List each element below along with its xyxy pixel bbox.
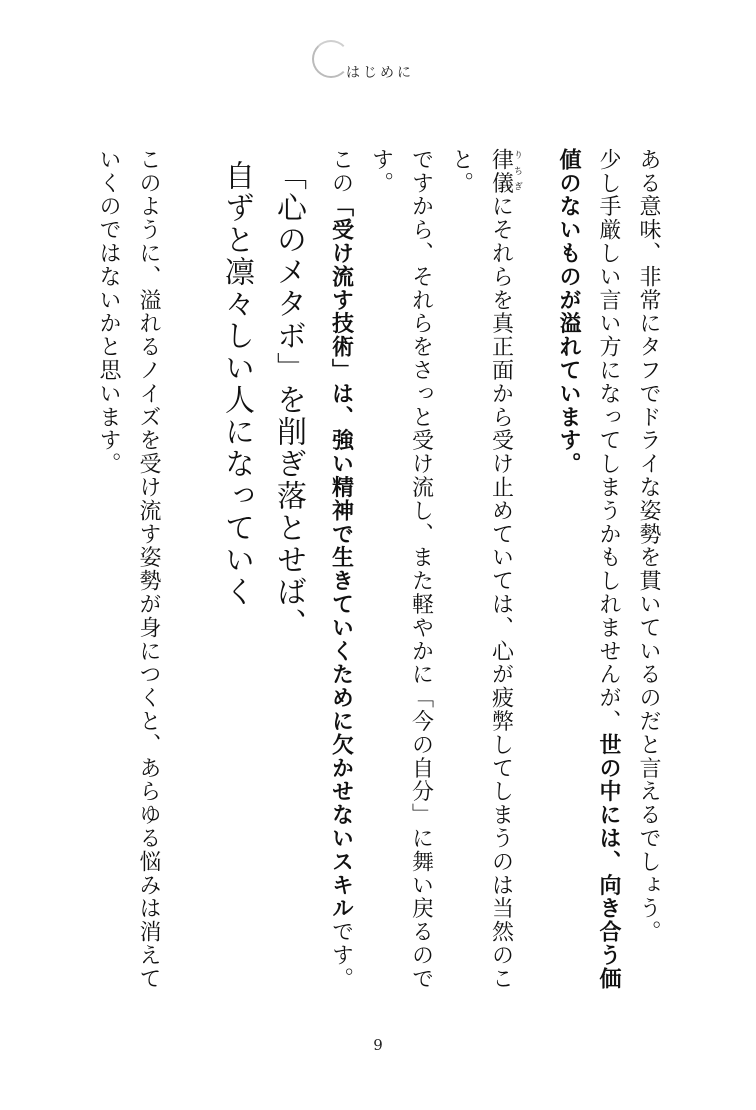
paragraph-6: このように、溢れるノイズを受け流す姿勢が身につくと、あらゆる悩みは消えていくのではないかと思います。 bbox=[96, 148, 161, 991]
ruby-reading: りちぎ bbox=[512, 148, 522, 195]
paragraph-5-text-a: この bbox=[328, 148, 354, 195]
paragraph-4 bbox=[361, 148, 441, 1008]
highlight-line-2: 自ずと凛々しい人になっていく bbox=[219, 160, 254, 608]
ruby-base: 律儀 bbox=[488, 148, 514, 195]
paragraph-2 bbox=[548, 148, 628, 1008]
paragraph-3 bbox=[441, 148, 523, 1008]
paragraph-2-emphasis: 世の中には、向き合う価値のないものが溢れています。 bbox=[556, 148, 621, 991]
ruby-word bbox=[488, 148, 522, 195]
paragraph-5-emphasis: 「受け流す技術」は、強い精神で生きていくために欠かせないスキル bbox=[328, 194, 354, 921]
paragraph-3-text: にそれらを真正面から受け止めていては、心が疲弊してしまうのは当然のこと。 bbox=[448, 148, 514, 991]
paragraph-1 bbox=[628, 148, 668, 1008]
paragraph-2-text: 少し手厳しい言い方になってしまうかもしれませんが、 bbox=[596, 148, 621, 733]
paragraph-1-text: ある意味、非常にタフでドライな姿勢を貫いているのだと言えるでしょう。 bbox=[636, 148, 661, 944]
paragraph-4-text: ですから、それらをさっと受け流し、また軽やかに「今の自分」に舞い戻るのです。 bbox=[368, 148, 434, 991]
circle-ornament-icon bbox=[312, 40, 350, 78]
section-title: はじめに bbox=[346, 65, 414, 81]
closing-text bbox=[88, 148, 168, 1008]
body-text bbox=[321, 148, 669, 1008]
section-header bbox=[310, 38, 430, 88]
paragraph-5-text-c: です。 bbox=[328, 920, 354, 991]
paragraph-5 bbox=[321, 148, 361, 1008]
highlight-line-1: 「心のメタボ」を削ぎ落とせば、 bbox=[271, 160, 306, 640]
page-number: 9 bbox=[373, 1036, 383, 1054]
highlight-heading bbox=[210, 160, 314, 680]
